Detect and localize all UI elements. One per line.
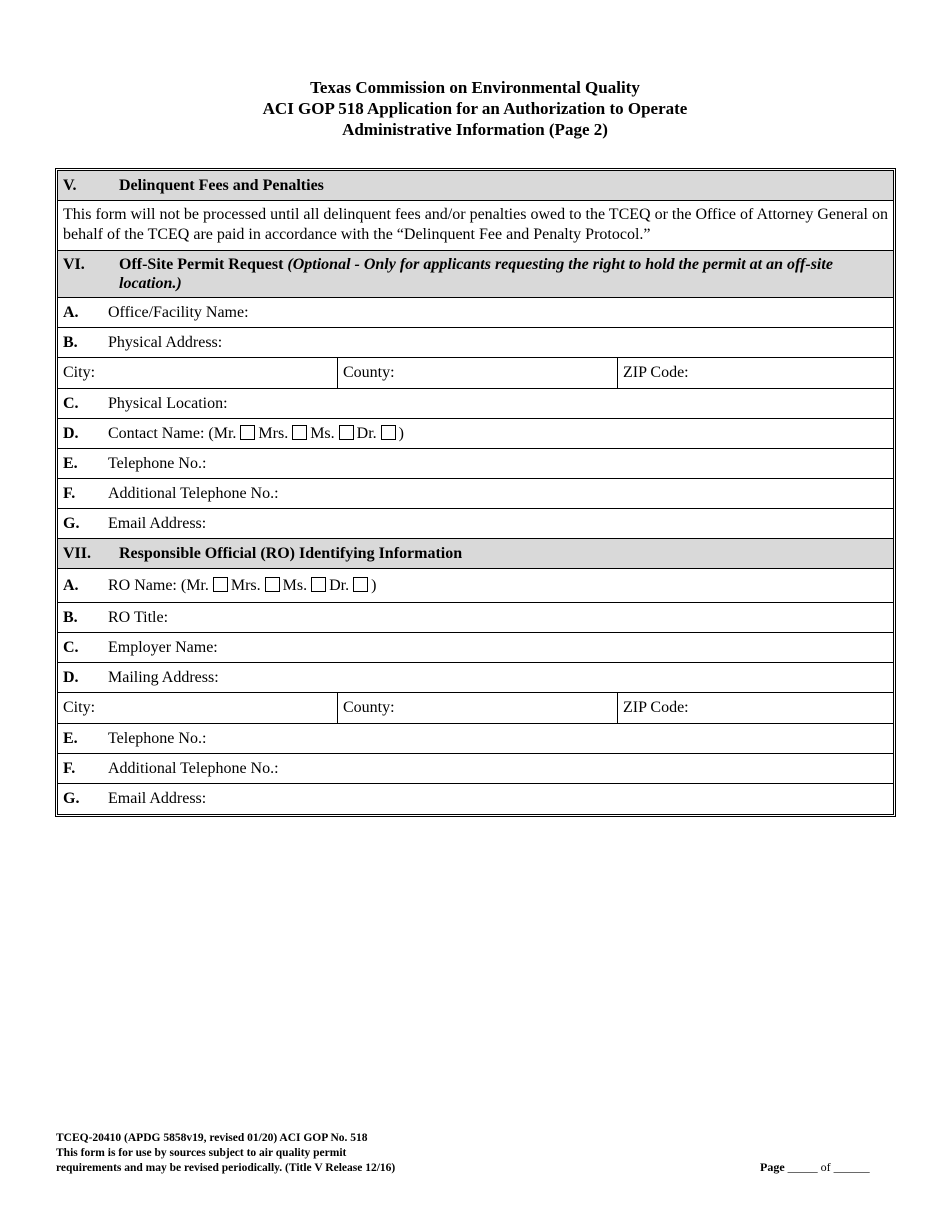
field-label: Telephone No.: bbox=[108, 729, 207, 747]
page-number-blank[interactable]: _____ bbox=[787, 1160, 818, 1174]
city-label: City: bbox=[63, 364, 96, 381]
mrs-checkbox[interactable] bbox=[292, 425, 307, 440]
county-field[interactable] bbox=[338, 358, 618, 388]
county-field[interactable] bbox=[338, 693, 618, 723]
telephone-field[interactable] bbox=[58, 449, 893, 479]
field-letter: A. bbox=[63, 576, 79, 594]
header-form-title: ACI GOP 518 Application for an Authorization to Operate bbox=[262, 99, 688, 118]
field-letter: F. bbox=[63, 759, 76, 777]
city-label: City: bbox=[63, 699, 96, 716]
field-letter: D. bbox=[63, 424, 79, 442]
field-label: Physical Location: bbox=[108, 394, 228, 412]
footer-form-number: TCEQ-20410 (APDG 5858v19, revised 01/20) ACI GOP No. 518 bbox=[56, 1132, 368, 1144]
section-title: Delinquent Fees and Penalties bbox=[119, 176, 324, 194]
page-label: Page bbox=[760, 1160, 785, 1174]
ms-checkbox[interactable] bbox=[339, 425, 354, 440]
field-label: Email Address: bbox=[108, 514, 207, 532]
close-paren: ) bbox=[371, 576, 377, 594]
dr-checkbox[interactable] bbox=[353, 577, 368, 592]
mrs-label: Mrs. bbox=[258, 424, 289, 442]
section-v-header bbox=[58, 171, 893, 201]
header-page-title: Administrative Information (Page 2) bbox=[342, 120, 608, 139]
mr-checkbox[interactable] bbox=[213, 577, 228, 592]
section-number: V. bbox=[63, 176, 77, 194]
field-letter: C. bbox=[63, 394, 79, 412]
ro-email-address-field[interactable] bbox=[58, 784, 893, 814]
ms-label: Ms. bbox=[310, 424, 335, 442]
additional-telephone-field[interactable] bbox=[58, 479, 893, 509]
ms-checkbox[interactable] bbox=[311, 577, 326, 592]
section-title bbox=[119, 255, 893, 293]
zip-code-label: ZIP Code: bbox=[623, 699, 689, 716]
mrs-label: Mrs. bbox=[230, 576, 261, 594]
section-title: Responsible Official (RO) Identifying Information bbox=[119, 544, 463, 562]
form-footer-info bbox=[56, 1131, 395, 1176]
physical-location-field[interactable] bbox=[58, 389, 893, 419]
field-letter: C. bbox=[63, 638, 79, 656]
application-form bbox=[55, 168, 896, 817]
ro-name-field[interactable] bbox=[58, 569, 893, 603]
of-label: of bbox=[820, 1160, 831, 1174]
dr-label: Dr. bbox=[356, 424, 377, 442]
mrs-checkbox[interactable] bbox=[265, 577, 280, 592]
field-label bbox=[105, 577, 376, 595]
section-number: VI. bbox=[63, 256, 85, 273]
section-title-note: (Optional - Only for applicants requesting the right to hold the permit at an off-site location.) bbox=[119, 256, 833, 292]
city-field[interactable] bbox=[58, 693, 338, 723]
field-letter: F. bbox=[63, 484, 76, 502]
email-address-field[interactable] bbox=[58, 509, 893, 539]
field-letter: G. bbox=[63, 514, 80, 532]
ro-city-county-zip-row bbox=[58, 693, 893, 724]
header-agency: Texas Commission on Environmental Quality bbox=[310, 78, 640, 97]
footer-usage-note: This form is for use by sources subject to air quality permit bbox=[56, 1147, 347, 1159]
mailing-address-field[interactable] bbox=[58, 663, 893, 693]
field-label: Mailing Address: bbox=[108, 668, 219, 686]
field-label: Email Address: bbox=[108, 790, 207, 807]
page-header bbox=[0, 77, 950, 140]
physical-address-field[interactable] bbox=[58, 328, 893, 358]
field-letter: E. bbox=[63, 729, 78, 747]
mr-checkbox[interactable] bbox=[240, 425, 255, 440]
field-label: Telephone No.: bbox=[108, 454, 207, 472]
field-label: Employer Name: bbox=[108, 638, 218, 656]
section-number: VII. bbox=[63, 544, 92, 562]
field-letter: D. bbox=[63, 668, 79, 686]
zip-code-field[interactable] bbox=[618, 693, 893, 723]
field-label: RO Title: bbox=[108, 608, 169, 626]
dr-checkbox[interactable] bbox=[381, 425, 396, 440]
ro-title-field[interactable] bbox=[58, 603, 893, 633]
offsite-city-county-zip-row bbox=[58, 358, 893, 389]
field-letter: E. bbox=[63, 454, 78, 472]
field-letter: G. bbox=[63, 790, 80, 807]
field-label bbox=[105, 425, 404, 443]
zip-code-label: ZIP Code: bbox=[623, 364, 689, 381]
contact-name-label: Contact Name: (Mr. bbox=[108, 424, 237, 442]
field-label: Office/Facility Name: bbox=[108, 303, 249, 321]
ro-telephone-field[interactable] bbox=[58, 724, 893, 754]
ro-name-label: RO Name: (Mr. bbox=[108, 576, 209, 594]
section-vii-header bbox=[58, 539, 893, 569]
ms-label: Ms. bbox=[282, 576, 308, 594]
field-label: Physical Address: bbox=[108, 333, 223, 351]
office-facility-name-field[interactable] bbox=[58, 298, 893, 328]
footer-revision-note: requirements and may be revised periodically. (Title V Release 12/16) bbox=[56, 1162, 396, 1174]
close-paren: ) bbox=[398, 424, 404, 442]
field-label: Additional Telephone No.: bbox=[108, 759, 279, 777]
page-total-blank[interactable]: ______ bbox=[833, 1160, 870, 1174]
contact-name-field[interactable] bbox=[58, 419, 893, 449]
zip-code-field[interactable] bbox=[618, 358, 893, 388]
field-letter: B. bbox=[63, 333, 78, 351]
page-number bbox=[760, 1160, 870, 1175]
ro-additional-telephone-field[interactable] bbox=[58, 754, 893, 784]
dr-label: Dr. bbox=[329, 576, 350, 594]
field-label: Additional Telephone No.: bbox=[108, 484, 279, 502]
county-label: County: bbox=[343, 364, 395, 381]
delinquent-fees-notice: This form will not be processed until all delinquent fees and/or penalties owed to the TCEQ or the Office of Attorney General on behalf of the TCEQ are paid in accordance with the “Delinquent Fee and Penalty Protocol.” bbox=[58, 201, 893, 251]
section-vi-header bbox=[58, 251, 893, 298]
employer-name-field[interactable] bbox=[58, 633, 893, 663]
field-letter: B. bbox=[63, 608, 78, 626]
field-letter: A. bbox=[63, 303, 79, 321]
section-title-main: Off-Site Permit Request bbox=[119, 256, 284, 273]
city-field[interactable] bbox=[58, 358, 338, 388]
county-label: County: bbox=[343, 699, 395, 716]
